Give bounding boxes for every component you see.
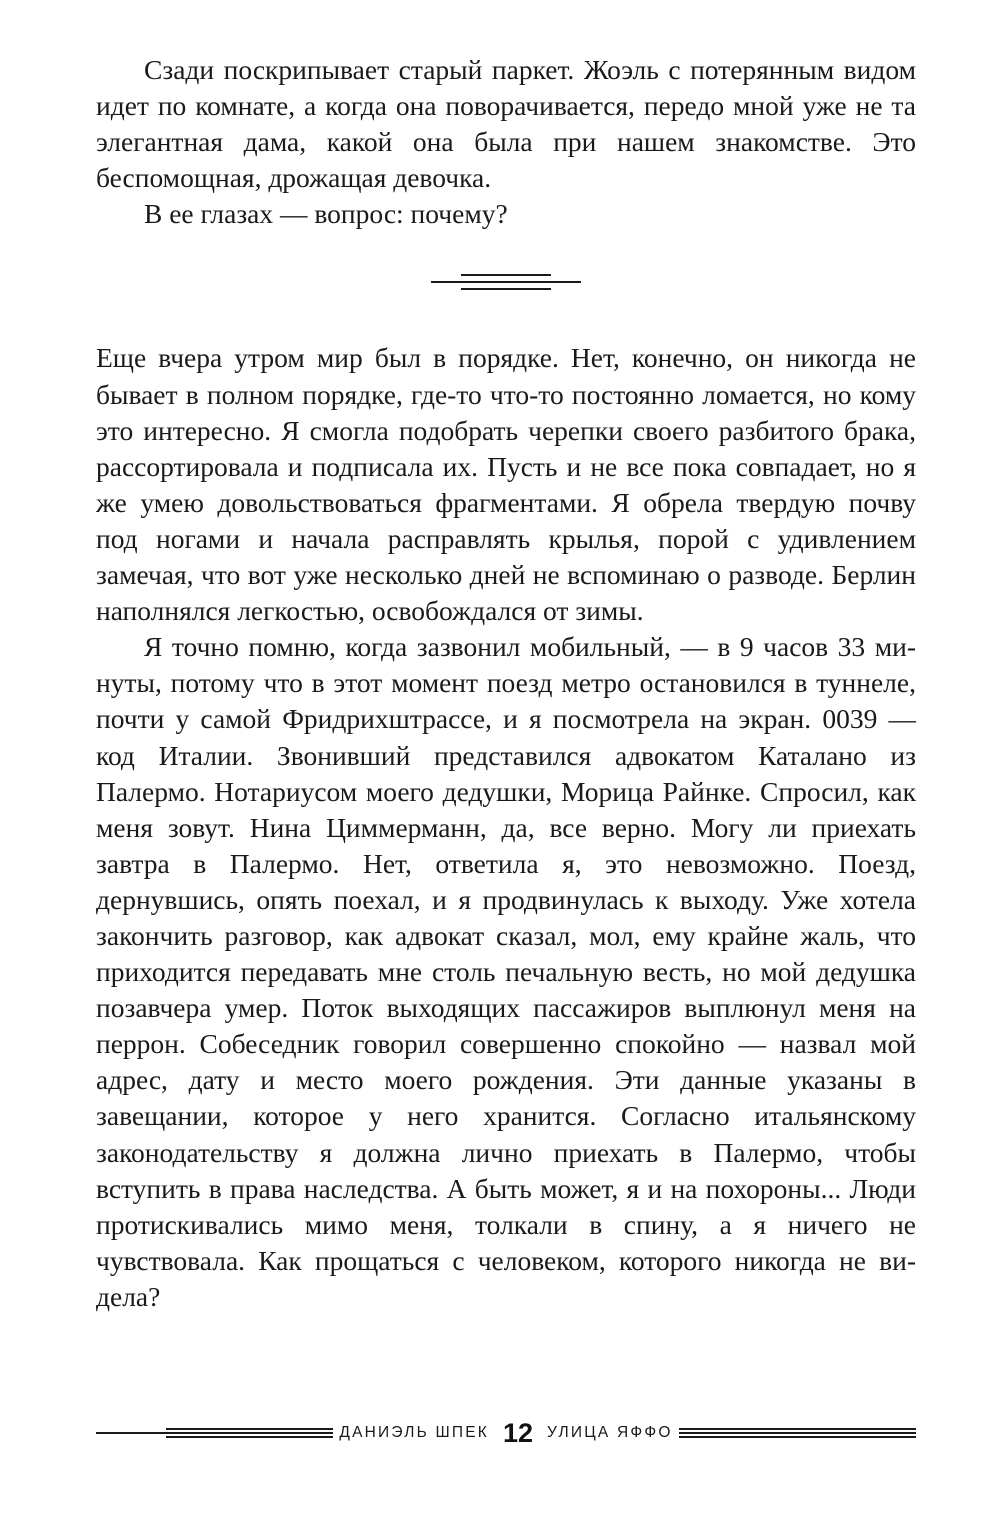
paragraph-4: Я точно помню, когда зазвонил мобильный, — в 9 часов 33 минуты, потому что в этот момент поезд метро остановился в туннеле, почти у самой Фридрихштрассе, и я посмотрела на экран. 0039 — код Италии. Звонивший представился адвокатом Каталано из Палермо. Нотариусом моего дедушки, Морица Райнке. Спросил, как меня зовут. Нина Циммерманн, да, все верно. Могу ли приехать завтра в Палермо. Нет, ответила я, это невозможно. Поезд, дернувшись, опять поехал, и я продвинулась к выходу. Уже хотела закончить разговор, как адвокат сказал, мол, ему крайне жаль, что приходится передавать мне столь печальную весть, но мой дедушка позавчера умер. Поток выходящих пассажиров выплюнул меня на перрон. Собеседник говорил совершенно спокойно — назвал мой адрес, дату и место моего рождения. Эти данные указаны в завещании, которое у него хранится. Согласно итальянскому законодательству я должна лично приехать в Палермо, чтобы вступить в права наследства. А быть может, я и на похороны... Люди протискивались мимо меня, толкали в спину, а я ничего не чувствовала. Как прощаться с человеком, которого никогда не видела? (96, 631, 916, 1312)
footer-rule-left (96, 1427, 333, 1439)
paragraph-2: В ее глазах — вопрос: почему? (144, 198, 508, 230)
section-divider (431, 262, 581, 302)
page-number: 12 (502, 1418, 534, 1448)
footer-author: ДАНИЭЛЬ ШПЕК (339, 1424, 489, 1441)
footer-book-title: УЛИЦА ЯФФО (547, 1424, 673, 1441)
paragraph-1: Сзади поскрипывает старый паркет. Жоэль с потерянным видом идет по комнате, а когда она поворачивается, передо мной уже не та элегантная дама, какой она была при нашем знакомстве. Это беспомощная, дрожащая девочка. (96, 54, 916, 194)
page-body (96, 52, 916, 1315)
footer-rule-right (679, 1427, 916, 1439)
page-footer (96, 1418, 916, 1448)
paragraph-3: Еще вчера утром мир был в порядке. Нет, конечно, он никогда не бывает в полном порядке, где-то что-то постоянно ломается, но кому это интересно. Я смогла подобрать черепки своего разбитого брака, рассортировала и подписала их. Пусть и не все пока совпадает, но я же умею довольствоваться фрагментами. Я обрела твердую почву под ногами и начала расправлять крылья, порой с удивлением замечая, что вот уже несколько дней не вспоминаю о разводе. Берлин наполнялся легкостью, освобождался от зимы. (96, 342, 916, 627)
